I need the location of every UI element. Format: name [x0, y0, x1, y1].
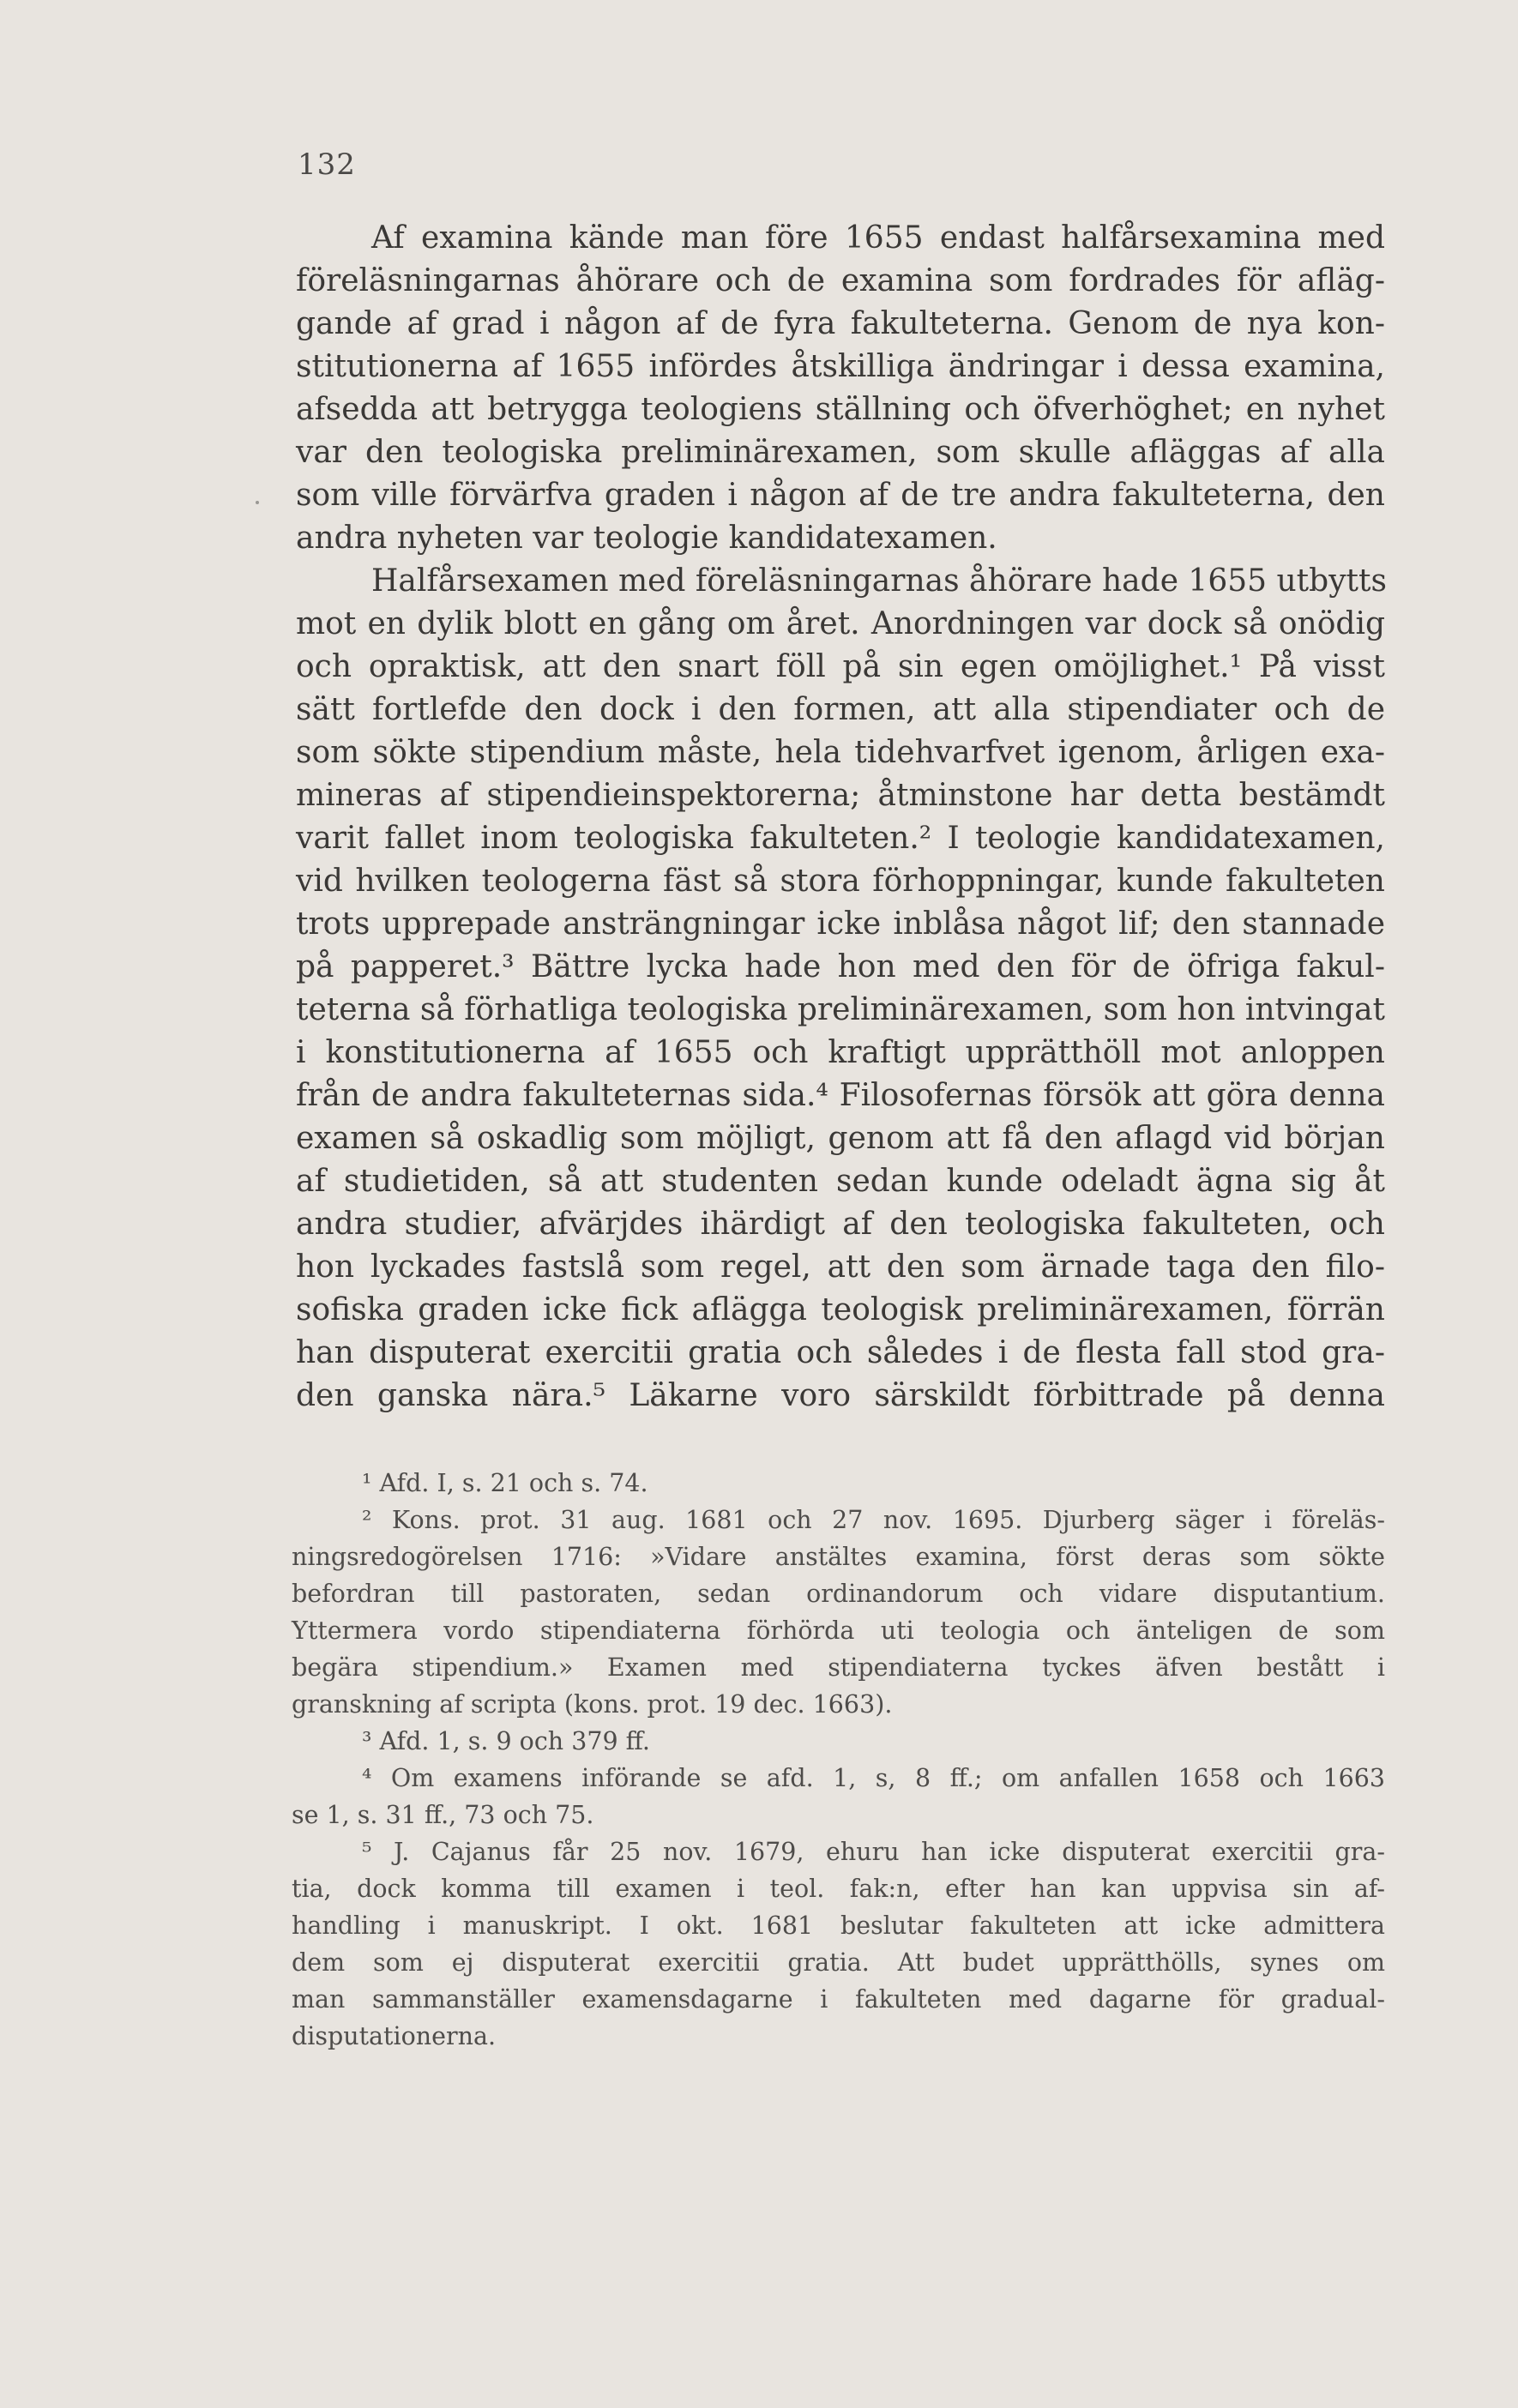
- text-line: trots upprepade ansträngningar icke inblåsa något lif; den stannade: [296, 906, 1385, 942]
- footnote-line: dem som ej disputerat exercitii gratia. Att budet upprätthölls, synes om: [292, 1948, 1385, 1977]
- text-line: sätt fortlefde den dock i den formen, att alla stipendiater och de: [296, 692, 1385, 727]
- text-line: mot en dylik blott en gång om året. Anordningen var dock så onödig: [296, 606, 1385, 641]
- footnote-line: man sammanställer examensdagarne i fakulteten med dagarne för gradual-: [292, 1985, 1385, 2014]
- text-line: varit fallet inom teologiska fakulteten.² I teologie kandidatexamen,: [296, 821, 1385, 856]
- text-line: andra studier, afvärjdes ihärdigt af den teologiska fakulteten, och: [296, 1207, 1385, 1242]
- text-line: föreläsningarnas åhörare och de examina som fordrades för afläg-: [296, 263, 1385, 298]
- text-line: på papperet.³ Bättre lycka hade hon med den för de öfriga fakul-: [296, 949, 1385, 984]
- text-line: teterna så förhatliga teologiska preliminärexamen, som hon intvingat: [296, 992, 1385, 1027]
- text-line: mineras af stipendieinspektorerna; åtminstone har detta bestämdt: [296, 778, 1385, 813]
- text-line: hon lyckades fastslå som regel, att den som ärnade taga den filo-: [296, 1249, 1385, 1285]
- footnote-line: befordran till pastoraten, sedan ordinandorum och vidare disputantium.: [292, 1580, 1385, 1608]
- text-line: vid hvilken teologerna fäst så stora förhoppningar, kunde fakulteten: [296, 864, 1385, 899]
- text-line: i konstitutionerna af 1655 och kraftigt upprätthöll mot anloppen: [296, 1035, 1385, 1070]
- footnote-line: ⁵ J. Cajanus får 25 nov. 1679, ehuru han icke disputerat exercitii gra-: [362, 1838, 1385, 1866]
- body-text: [296, 217, 1385, 1418]
- footnote-line: ¹ Afd. I, s. 21 och s. 74.: [362, 1469, 648, 1497]
- text-line: gande af grad i någon af de fyra fakulteterna. Genom de nya kon-: [296, 306, 1385, 341]
- text-line: den ganska nära.⁵ Läkarne voro särskildt förbittrade på denna: [296, 1378, 1385, 1413]
- text-line: stitutionerna af 1655 infördes åtskilliga ändringar i dessa examina,: [296, 349, 1385, 384]
- footnote-line: Yttermera vordo stipendiaterna förhörda uti teologia och änteligen de som: [292, 1616, 1385, 1645]
- text-line: som ville förvärfva graden i någon af de tre andra fakulteterna, den: [296, 478, 1385, 513]
- footnote-line: ³ Afd. 1, s. 9 och 379 ff.: [362, 1727, 650, 1755]
- text-line: afsedda att betrygga teologiens ställning och öfverhöghet; en nyhet: [296, 392, 1385, 427]
- text-line: han disputerat exercitii gratia och således i de flesta fall stod gra-: [296, 1335, 1385, 1370]
- text-line: andra nyheten var teologie kandidatexamen.: [296, 521, 997, 556]
- footnote-line: ningsredogörelsen 1716: »Vidare anstältes examina, först deras som sökte: [292, 1543, 1385, 1571]
- footnote-line: se 1, s. 31 ff., 73 och 75.: [292, 1801, 594, 1829]
- text-line: Af examina kände man före 1655 endast halfårsexamina med: [371, 220, 1385, 256]
- footnote-line: tia, dock komma till examen i teol. fak:n, efter han kan uppvisa sin af-: [292, 1875, 1385, 1903]
- text-line: Halfårsexamen med föreläsningarnas åhörare hade 1655 utbytts: [371, 563, 1387, 599]
- footnote-line: ² Kons. prot. 31 aug. 1681 och 27 nov. 1695. Djurberg säger i föreläs-: [362, 1506, 1385, 1534]
- footnote-line: ⁴ Om examens införande se afd. 1, s, 8 ff.; om anfallen 1658 och 1663: [362, 1764, 1385, 1792]
- text-line: af studietiden, så att studenten sedan kunde odeladt ägna sig åt: [296, 1164, 1385, 1199]
- page-number: 132: [298, 147, 356, 182]
- footnote-line: handling i manuskript. I okt. 1681 beslutar fakulteten att icke admittera: [292, 1911, 1385, 1940]
- text-line: var den teologiska preliminärexamen, som skulle afläggas af alla: [296, 435, 1385, 470]
- text-line: examen så oskadlig som möjligt, genom att få den aflagd vid början: [296, 1121, 1385, 1156]
- footnote-line: granskning af scripta (kons. prot. 19 dec. 1663).: [292, 1690, 893, 1719]
- footnote-line: disputationerna.: [292, 2022, 497, 2050]
- text-line: och opraktisk, att den snart föll på sin egen omöjlighet.¹ På visst: [296, 649, 1385, 684]
- text-line: som sökte stipendium måste, hela tidehvarfvet igenom, årligen exa-: [296, 735, 1385, 770]
- footnotes: [292, 1465, 1385, 2055]
- text-line: sofiska graden icke fick aflägga teologisk preliminärexamen, förrän: [296, 1292, 1385, 1327]
- footnote-line: begära stipendium.» Examen med stipendiaterna tyckes äfven bestått i: [292, 1653, 1385, 1682]
- margin-dot: [256, 501, 259, 504]
- text-line: från de andra fakulteternas sida.⁴ Filosofernas försök att göra denna: [296, 1078, 1385, 1113]
